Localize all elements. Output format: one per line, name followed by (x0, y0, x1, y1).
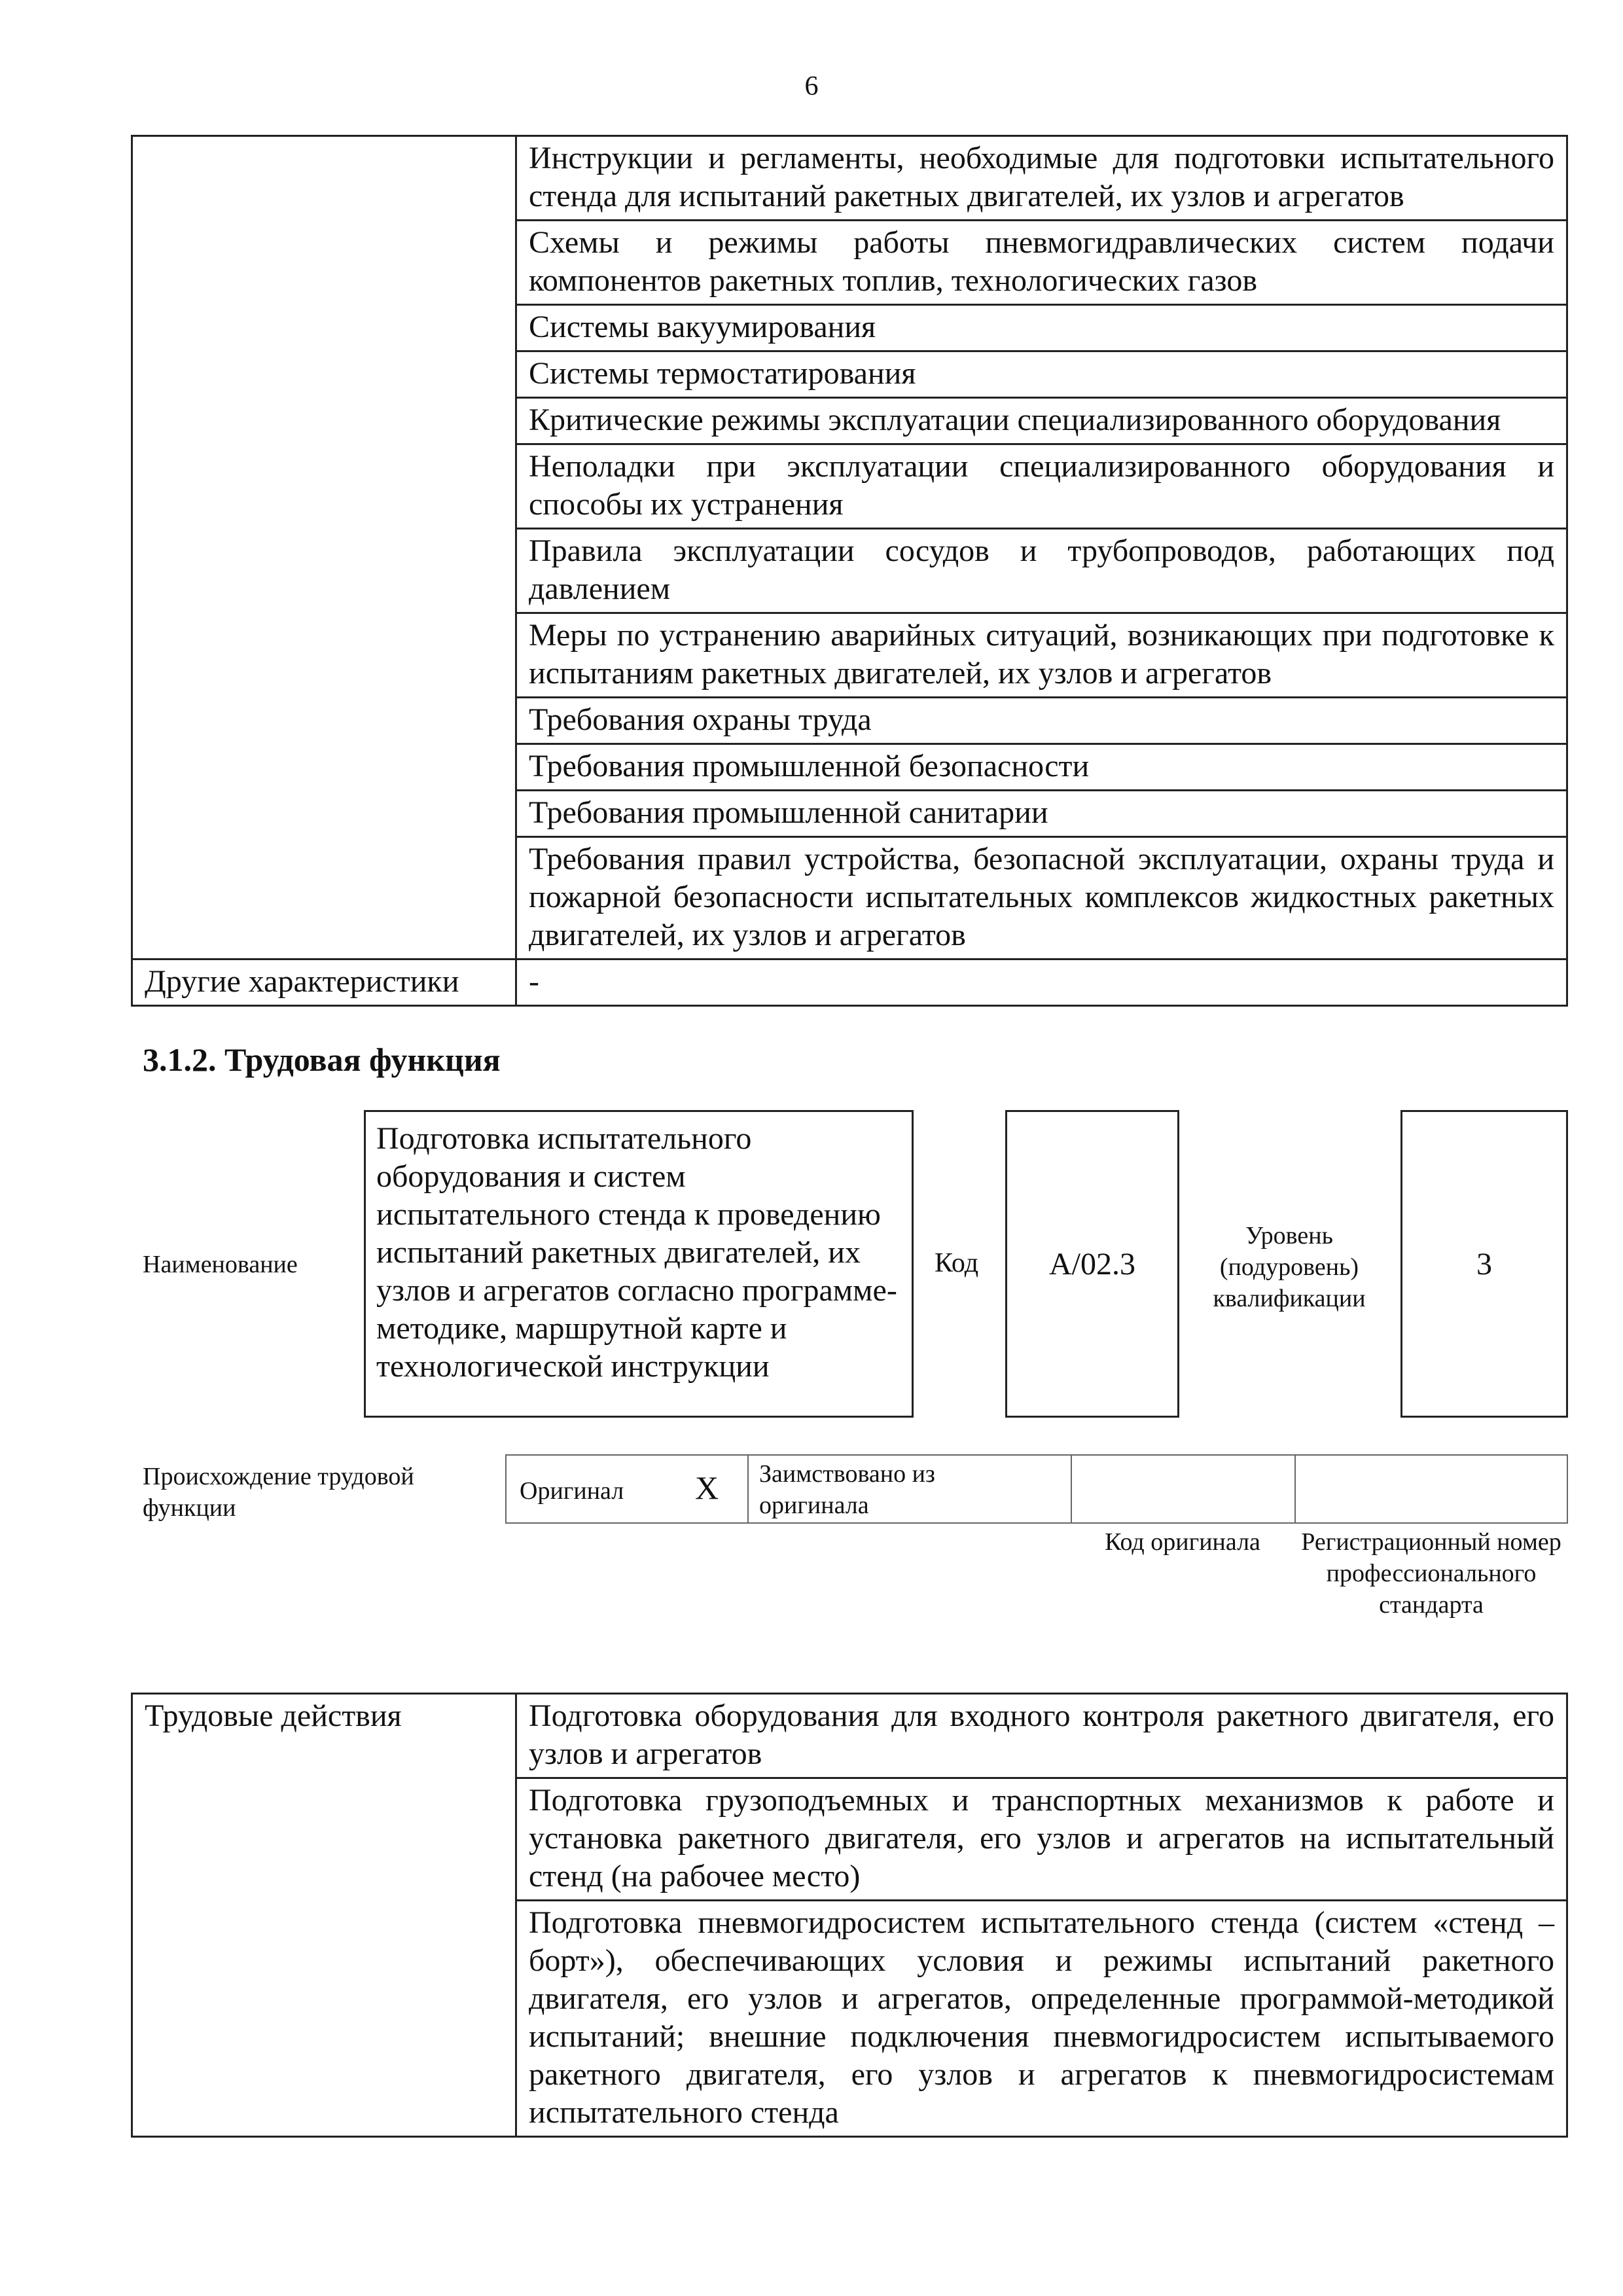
labor-action-item: Подготовка оборудования для входного контроля ракетного двигателя, его узлов и агрегатов (516, 1694, 1567, 1778)
original-cell (505, 1456, 747, 1522)
knowledge-item: Критические режимы эксплуатации специализированного оборудования (516, 398, 1567, 444)
borrowed-label: Заимствовано из оригинала (759, 1460, 935, 1519)
original-mark: X (695, 1469, 719, 1506)
labor-actions-label: Трудовые действия (132, 1694, 516, 2137)
code-label: Код (935, 1248, 979, 1278)
labor-actions-table (131, 1693, 1568, 2138)
function-name: Подготовка испытательного оборудования и систем испытательного стенда к проведению испытаний ракетных двигателей, их узлов и агрегатов согласно программе-методике, маршрутной карте и технологической инструкции (376, 1121, 897, 1384)
knowledge-item: Инструкции и регламенты, необходимые для подготовки испытательного стенда для испытаний ракетных двигателей, их узлов и агрегатов (516, 136, 1567, 221)
page-number: 6 (804, 71, 819, 101)
code-value: A/02.3 (1005, 1110, 1179, 1418)
knowledge-item: Требования промышленной безопасности (516, 744, 1567, 791)
knowledge-item: Меры по устранению аварийных ситуаций, возникающих при подготовке к испытаниям ракетных двигателей, их узлов и агрегатов (516, 613, 1567, 698)
code-original-cell (1071, 1456, 1294, 1522)
table-row (132, 1694, 1567, 1778)
other-characteristics-label: Другие характеристики (132, 960, 516, 1006)
reg-number-caption: Регистрационный номер профессионального стандарта (1301, 1528, 1561, 1619)
knowledge-item: Неполадки при эксплуатации специализированного оборудования и способы их устранения (516, 444, 1567, 529)
code-original-caption: Код оригинала (1105, 1528, 1260, 1556)
level-value: 3 (1400, 1110, 1568, 1418)
other-characteristics-value: - (516, 960, 1567, 1006)
knowledge-item: Требования охраны труда (516, 698, 1567, 744)
knowledge-label-cell (132, 136, 516, 960)
table-row (132, 136, 1567, 221)
original-label: Оригинал (520, 1477, 624, 1505)
level-label: Уровень (подуровень) квалификации (1213, 1222, 1366, 1312)
knowledge-item: Требования промышленной санитарии (516, 791, 1567, 837)
function-name-box (364, 1110, 914, 1418)
labor-action-item: Подготовка грузоподъемных и транспортных механизмов к работе и установка ракетного двигателя, его узлов и агрегатов на испытательный стенд (на рабочее место) (516, 1778, 1567, 1901)
origin-row (505, 1454, 1568, 1524)
knowledge-item: Правила эксплуатации сосудов и трубопроводов, работающих под давлением (516, 529, 1567, 613)
knowledge-table (131, 135, 1568, 1007)
reg-number-cell (1294, 1456, 1568, 1522)
knowledge-item: Системы вакуумирования (516, 305, 1567, 351)
table-row (132, 960, 1567, 1006)
name-label: Наименование (143, 1251, 298, 1278)
knowledge-item: Требования правил устройства, безопасной эксплуатации, охраны труда и пожарной безопасности испытательных комплексов жидкостных ракетных двигателей, их узлов и агрегатов (516, 837, 1567, 960)
knowledge-item: Схемы и режимы работы пневмогидравлических систем подачи компонентов ракетных топлив, технологических газов (516, 221, 1567, 305)
origin-label: Происхождение трудовой функции (143, 1463, 414, 1522)
labor-action-item: Подготовка пневмогидросистем испытательного стенда (систем «стенд – борт»), обеспечивающих условия и режимы испытаний ракетного двигателя, его узлов и агрегатов, определенные программой-методикой испытаний; внешние подключения пневмогидросистем испытываемого ракетного двигателя, его узлов и агрегатов к пневмогидросистемам испытательного стенда (516, 1901, 1567, 2137)
section-heading: 3.1.2. Трудовая функция (143, 1041, 501, 1078)
knowledge-item: Системы термостатирования (516, 351, 1567, 398)
